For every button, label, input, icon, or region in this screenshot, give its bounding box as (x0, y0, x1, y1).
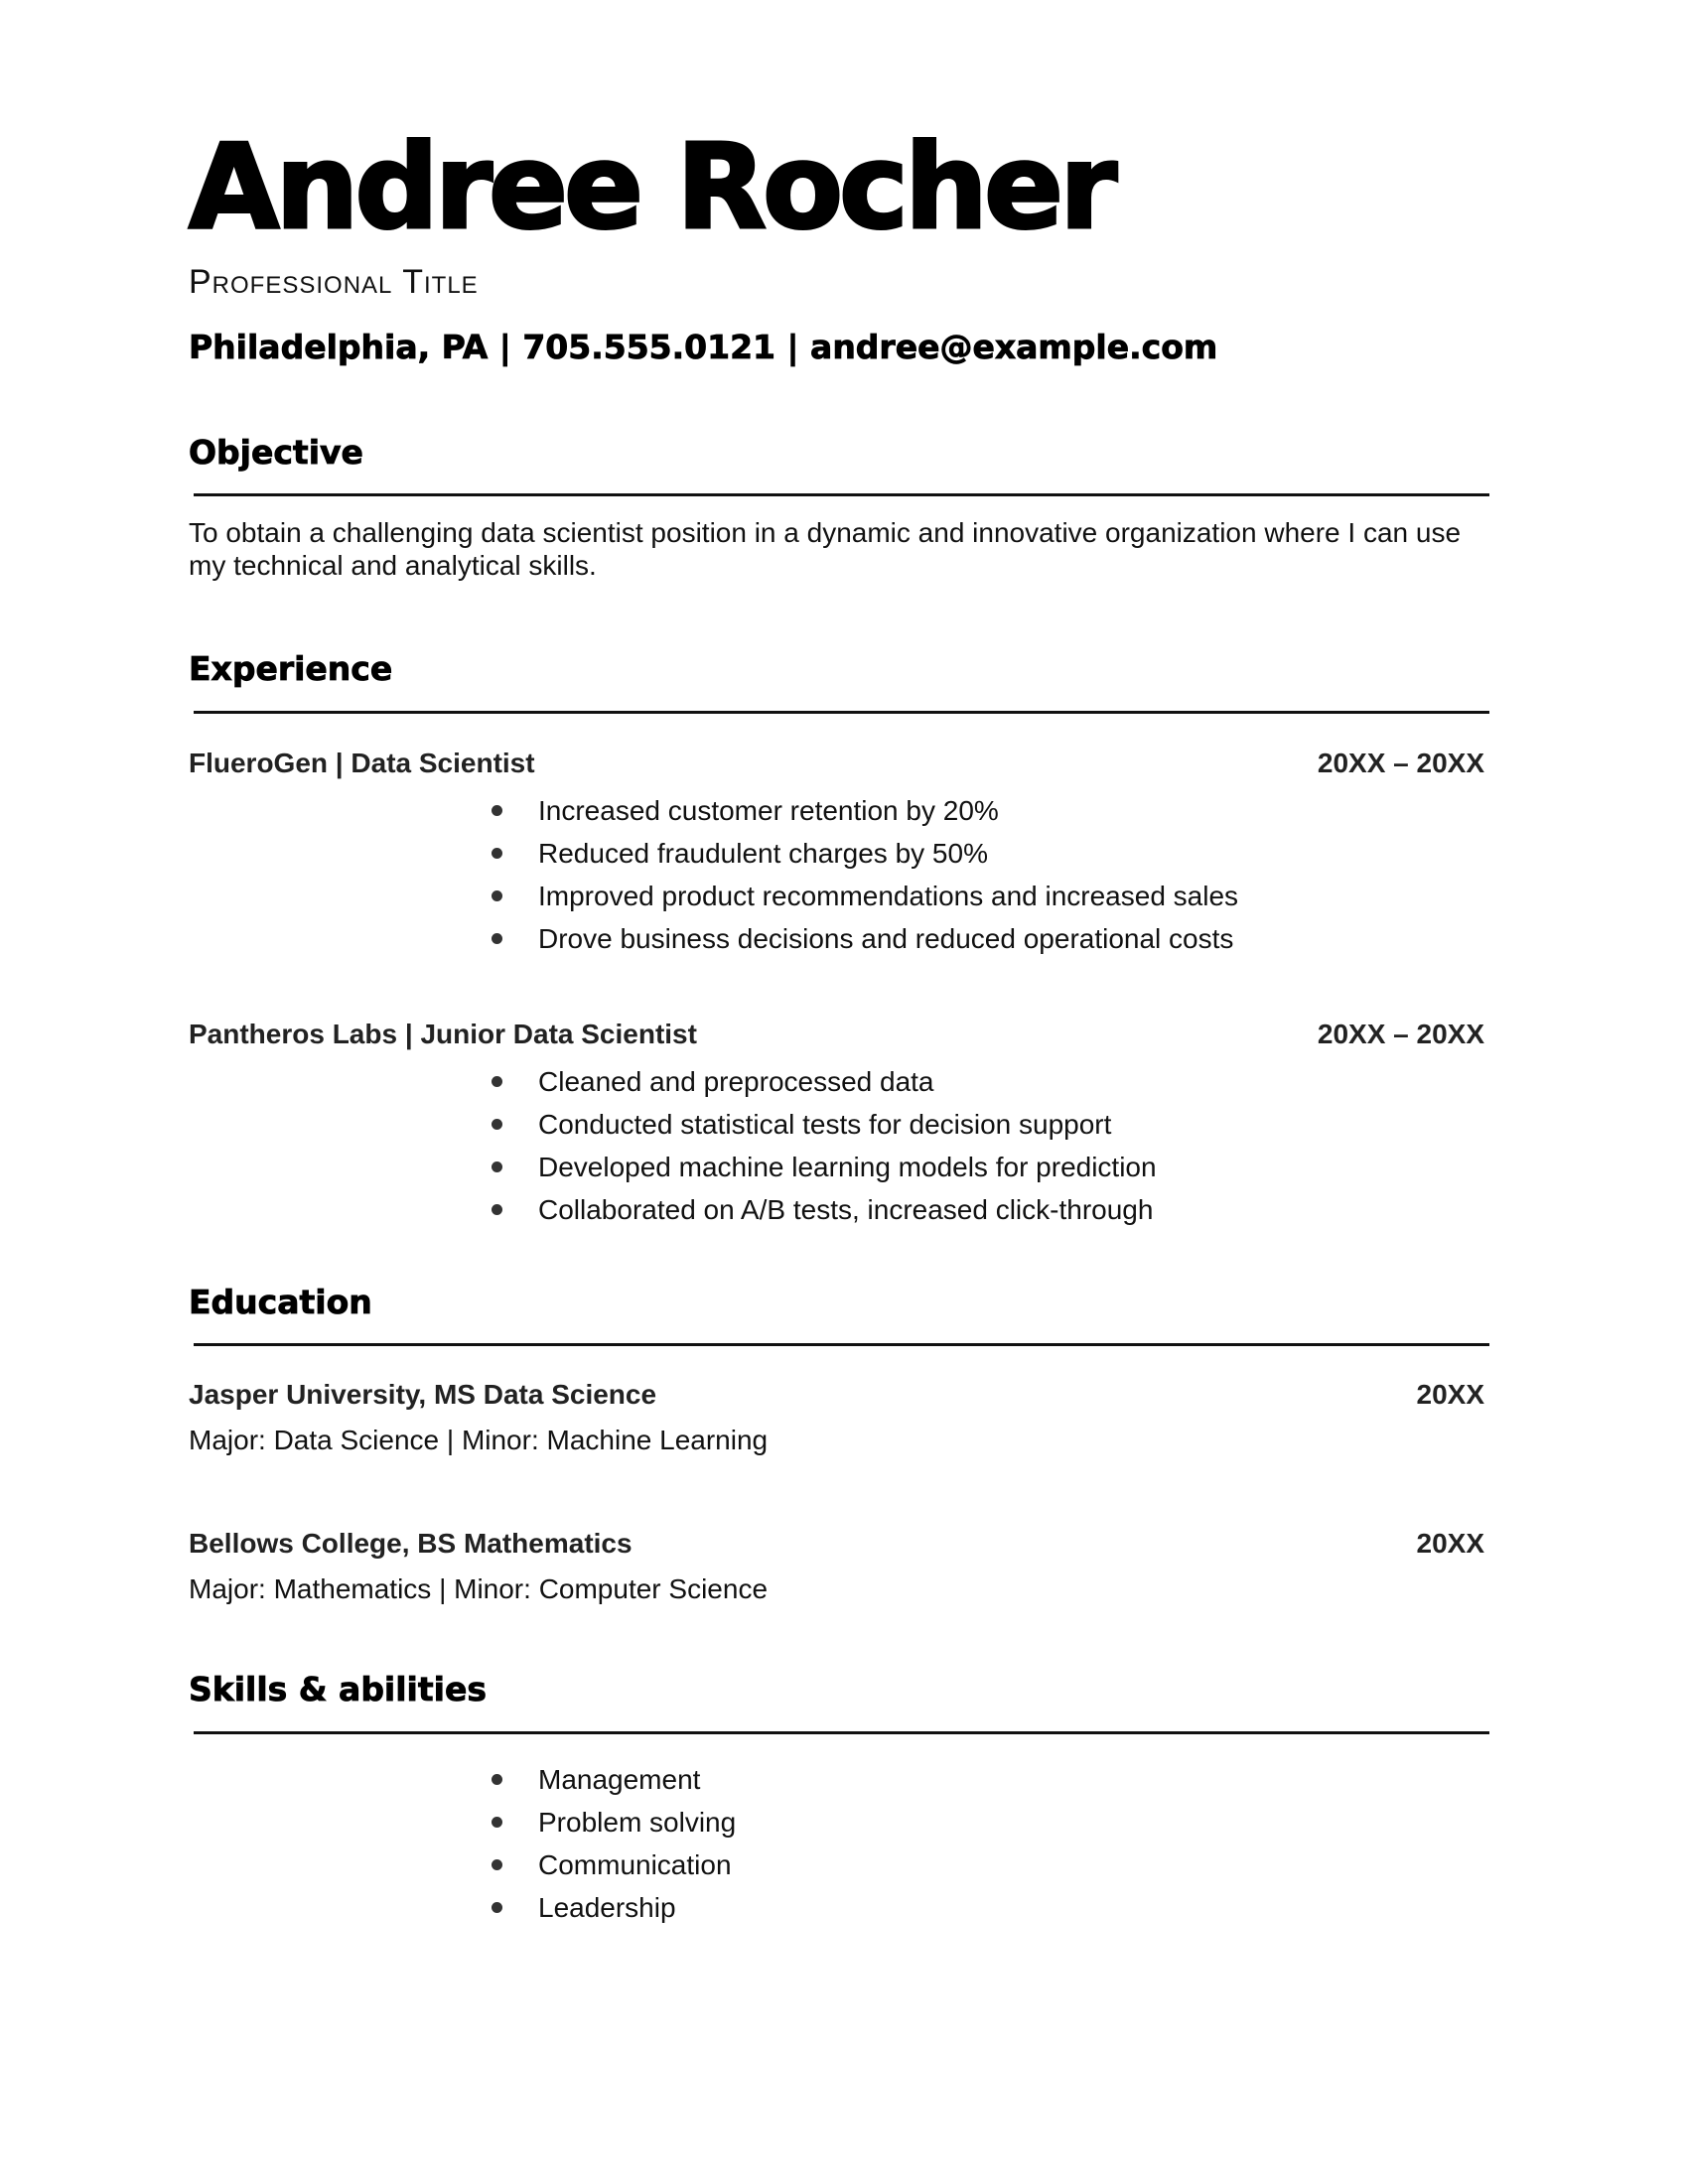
list-item (189, 1843, 1489, 1886)
bullet-icon (492, 933, 502, 944)
list-item (189, 1103, 1489, 1146)
education-detail: Major: Mathematics | Minor: Computer Science (189, 1573, 769, 1604)
bullet-icon (492, 848, 502, 859)
job-achievements-list (189, 789, 1489, 960)
list-item-text: Collaborated on A/B tests, increased click-through (538, 1194, 1154, 1225)
list-item-text: Communication (538, 1849, 732, 1880)
objective-divider (194, 493, 1489, 496)
skills-list (189, 1758, 1489, 1929)
bullet-icon (492, 1161, 502, 1172)
list-item (189, 789, 1489, 832)
graduation-year: 20XX (1416, 1528, 1484, 1559)
list-item-text: Leadership (538, 1892, 676, 1923)
education-divider (194, 1343, 1489, 1346)
school-degree: Bellows College, BS Mathematics (189, 1528, 633, 1559)
list-item (189, 1758, 1489, 1801)
list-item-text: Management (538, 1764, 701, 1795)
list-item-text: Problem solving (538, 1807, 737, 1838)
bullet-icon (492, 890, 502, 901)
job-dates: 20XX – 20XX (1317, 748, 1484, 778)
job-title: Pantheros Labs | Junior Data Scientist (189, 1019, 697, 1049)
school-degree: Jasper University, MS Data Science (189, 1379, 657, 1410)
bullet-icon (492, 1859, 502, 1870)
bullet-icon (492, 1204, 502, 1215)
list-item (189, 832, 1489, 875)
list-item-text: Cleaned and preprocessed data (538, 1066, 934, 1097)
list-item (189, 1146, 1489, 1188)
experience-heading: Experience (189, 649, 393, 688)
list-item-text: Conducted statistical tests for decision support (538, 1109, 1112, 1140)
experience-divider (194, 711, 1489, 714)
job-title: FlueroGen | Data Scientist (189, 748, 535, 778)
candidate-name: Andree Rocher (189, 118, 1114, 255)
objective-heading: Objective (189, 433, 363, 472)
skills-divider (194, 1731, 1489, 1734)
graduation-year: 20XX (1416, 1379, 1484, 1410)
bullet-icon (492, 1817, 502, 1828)
list-item (189, 917, 1489, 960)
education-detail: Major: Data Science | Minor: Machine Learning (189, 1425, 769, 1455)
list-item (189, 1886, 1489, 1929)
list-item (189, 1188, 1489, 1231)
objective-text: To obtain a challenging data scientist position in a dynamic and innovative organization where I can use my technical and analytical skills. (189, 517, 1462, 581)
contact-line: Philadelphia, PA | 705.555.0121 | andree@example.com (189, 328, 1218, 366)
education-entry-header (189, 1524, 1489, 1564)
education-entry-header (189, 1375, 1489, 1415)
job-header (189, 744, 1489, 783)
list-item-text: Reduced fraudulent charges by 50% (538, 838, 988, 869)
bullet-icon (492, 1902, 502, 1913)
list-item (189, 1801, 1489, 1843)
list-item-text: Developed machine learning models for prediction (538, 1152, 1157, 1182)
job-achievements-list (189, 1060, 1489, 1231)
professional-title: Professional Title (189, 263, 479, 301)
bullet-icon (492, 805, 502, 816)
bullet-icon (492, 1119, 502, 1130)
list-item-text: Drove business decisions and reduced operational costs (538, 923, 1234, 954)
job-header (189, 1015, 1489, 1054)
bullet-icon (492, 1774, 502, 1785)
skills-heading: Skills & abilities (189, 1670, 487, 1708)
job-dates: 20XX – 20XX (1317, 1019, 1484, 1049)
list-item (189, 875, 1489, 917)
resume-page (189, 0, 1489, 2184)
list-item (189, 1060, 1489, 1103)
bullet-icon (492, 1076, 502, 1087)
list-item-text: Improved product recommendations and increased sales (538, 881, 1239, 911)
list-item-text: Increased customer retention by 20% (538, 795, 999, 826)
education-heading: Education (189, 1283, 372, 1321)
